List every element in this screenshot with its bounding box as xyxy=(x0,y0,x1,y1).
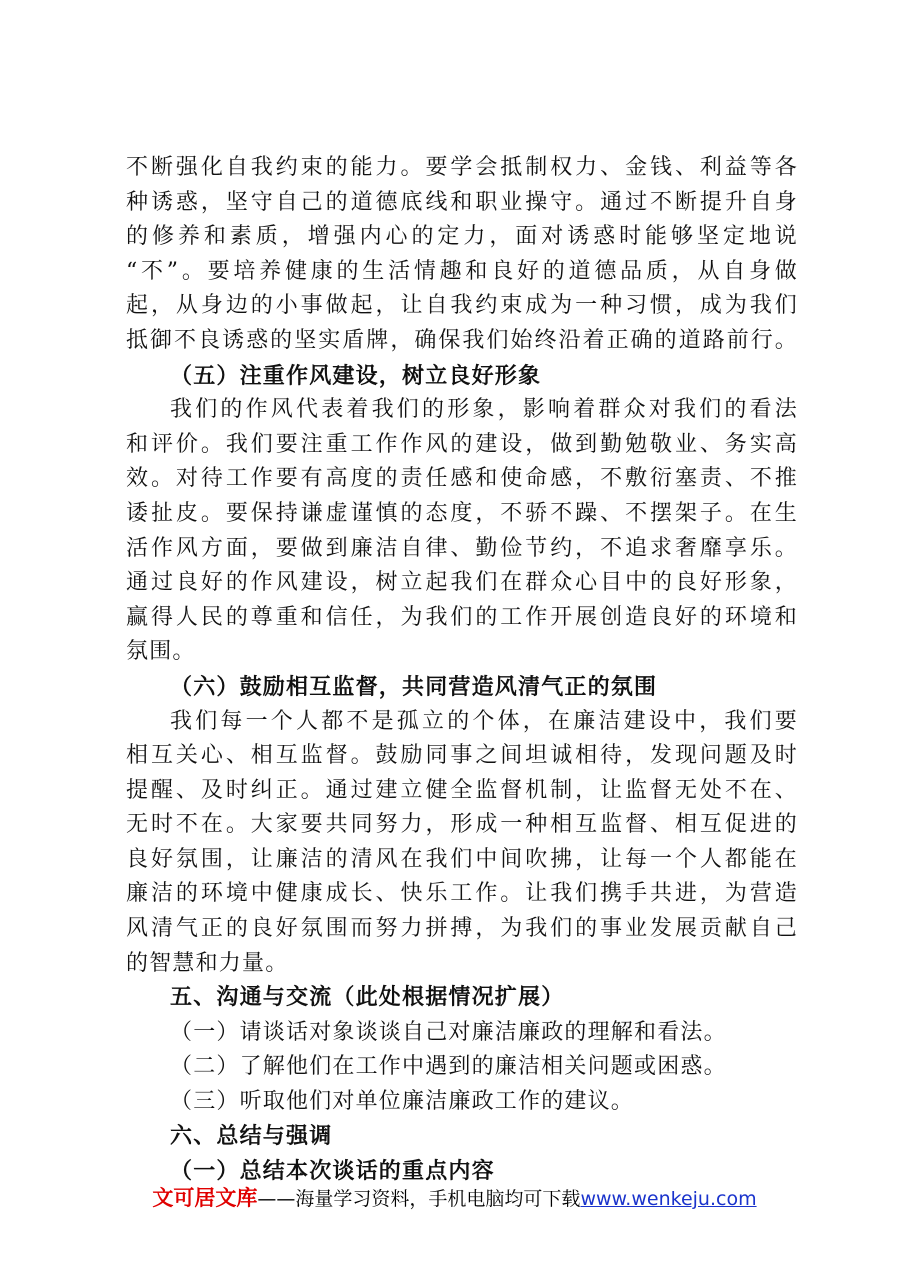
paragraph-line: 无时不在。大家要共同努力，形成一种相互监督、相互促进的 xyxy=(126,812,798,838)
paragraph-line: 和评价。我们要注重工作作风的建设，做到勤勉敬业、务实高 xyxy=(126,431,798,457)
paragraph-line: 不断强化自我约束的能力。要学会抵制权力、金钱、利益等各 xyxy=(126,155,798,180)
paragraph-line: 种诱惑，坚守自己的道德底线和职业操守。通过不断提升自身 xyxy=(126,189,798,215)
list-item: （三）听取他们对单位廉洁廉政工作的建议。 xyxy=(170,1089,635,1115)
footer-banner xyxy=(0,1182,909,1212)
paragraph-line: 风清气正的良好氛围而努力拼搏，为我们的事业发展贡献自己 xyxy=(126,916,798,942)
list-item: （二）了解他们在工作中遇到的廉洁相关问题或困惑。 xyxy=(170,1054,727,1080)
paragraph-first-line: 我们每一个人都不是孤立的个体，在廉洁建设中，我们要 xyxy=(170,708,798,734)
paragraph-last-line: 氛围。 xyxy=(126,639,196,665)
paragraph-line: 良好氛围，让廉洁的清风在我们中间吹拂，让每一个人都能在 xyxy=(126,846,798,872)
paragraph-last-line: 的智慧和力量。 xyxy=(126,950,289,976)
paragraph-line: 抵御不良诱惑的坚实盾牌，确保我们始终沿着正确的道路前行。 xyxy=(126,327,798,353)
subsection-heading: （六）鼓励相互监督，共同营造风清气正的氛围 xyxy=(170,673,658,700)
paragraph-line: 相互关心、相互监督。鼓励同事之间坦诚相待，发现问题及时 xyxy=(126,743,798,769)
paragraph-line: 效。对待工作要有高度的责任感和使命感，不敷衍塞责、不推 xyxy=(126,466,798,492)
subsection-heading: （一）总结本次谈话的重点内容 xyxy=(170,1158,495,1185)
section-heading: 五、沟通与交流（此处根据情况扩展） xyxy=(170,985,565,1011)
paragraph-line: “不”。要培养健康的生活情趣和良好的道德品质，从自身做 xyxy=(126,258,798,284)
paragraph-line: 提醒、及时纠正。通过建立健全监督机制，让监督无处不在、 xyxy=(126,777,798,803)
section-heading: 六、总结与强调 xyxy=(170,1123,333,1149)
footer-brand: 文可居文库 xyxy=(152,1186,258,1210)
paragraph-line: 活作风方面，要做到廉洁自律、勤俭节约，不追求奢靡享乐。 xyxy=(126,535,798,561)
paragraph-first-line: 我们的作风代表着我们的形象，影响着群众对我们的看法 xyxy=(170,397,798,423)
paragraph-line: 赢得人民的尊重和信任，为我们的工作开展创造良好的环境和 xyxy=(126,604,798,630)
paragraph-line: 的修养和素质，增强内心的定力，面对诱惑时能够坚定地说 xyxy=(126,224,798,250)
paragraph-line: 廉洁的环境中健康成长、快乐工作。让我们携手共进，为营造 xyxy=(126,881,798,907)
subsection-heading: （五）注重作风建设，树立良好形象 xyxy=(170,362,542,389)
list-item: （一）请谈话对象谈谈自己对廉洁廉政的理解和看法。 xyxy=(170,1019,727,1045)
paragraph-line: 诿扯皮。要保持谦虚谨慎的态度，不骄不躁、不摆架子。在生 xyxy=(126,500,798,526)
footer-url-link[interactable]: www.wenkeju.com xyxy=(580,1188,757,1210)
paragraph-line: 通过良好的作风建设，树立起我们在群众心目中的良好形象， xyxy=(126,570,798,596)
document-body xyxy=(126,151,798,1189)
footer-tagline: ——海量学习资料，手机电脑均可下载 xyxy=(257,1188,581,1210)
paragraph-line: 起，从身边的小事做起，让自我约束成为一种习惯，成为我们 xyxy=(126,293,798,319)
